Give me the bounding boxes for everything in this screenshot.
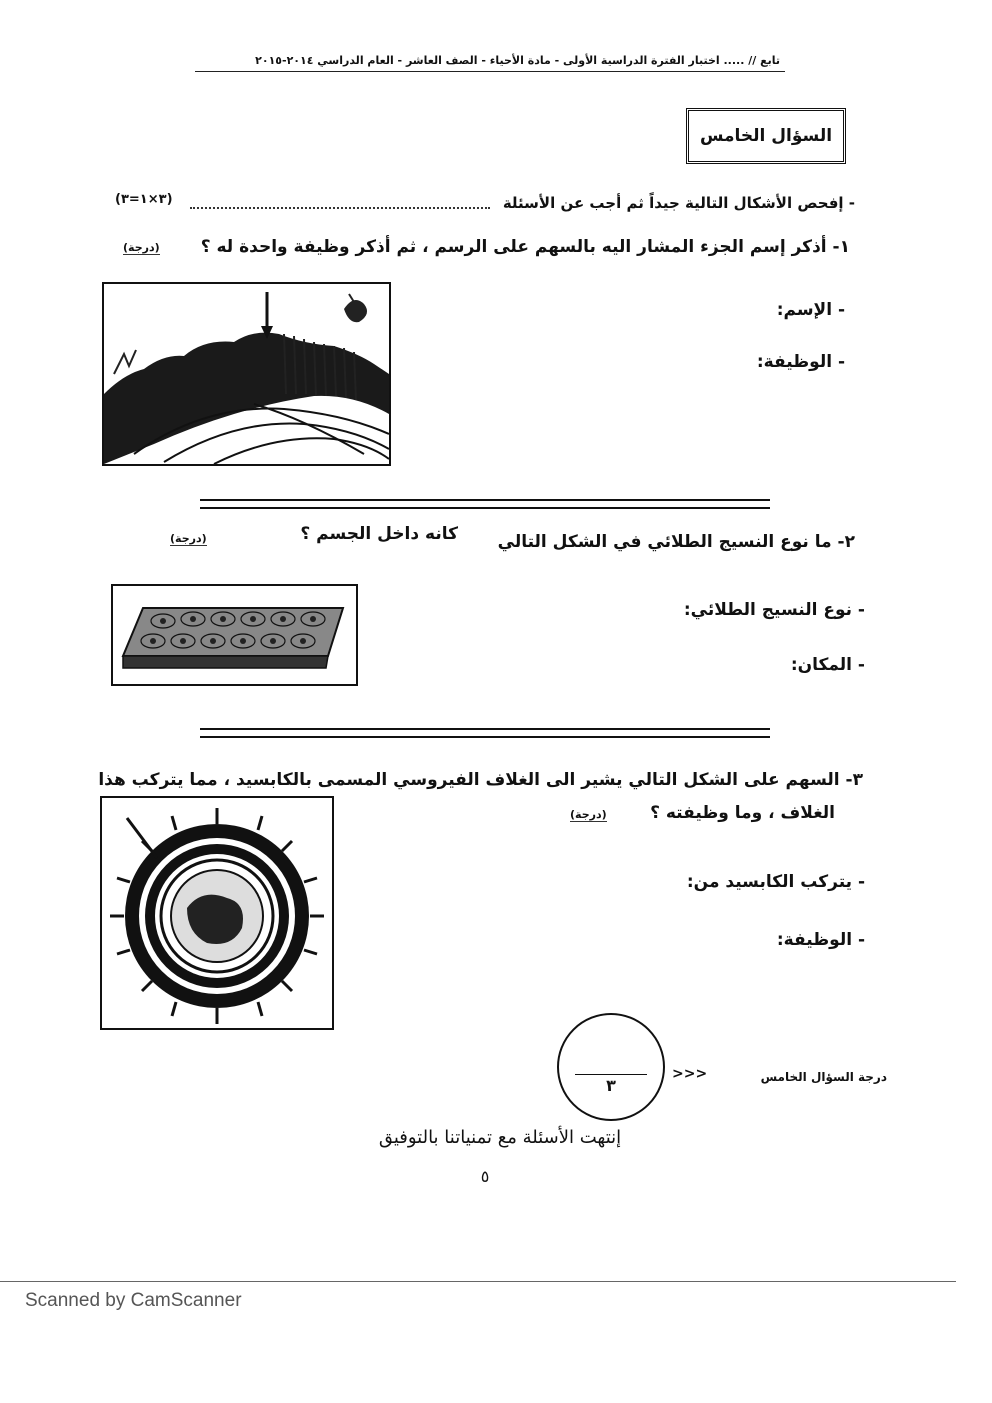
- question-3-text-line1: ٣- السهم على الشكل التالي يشير الى الغلاف الفيروسي المسمى بالكابسيد ، مما يتركب هذا: [98, 770, 863, 790]
- instruction-dots: [190, 207, 490, 209]
- question-3-degree: (درجة): [570, 808, 607, 821]
- page-number: ٥: [480, 1167, 490, 1186]
- figure-plant-cell-tissue: [102, 282, 391, 466]
- figure-epithelial-tissue: [111, 584, 358, 686]
- question-2-field-place: - المكان:: [790, 655, 865, 675]
- score-circle-line: [575, 1074, 647, 1075]
- closing-text: إنتهت الأسئلة مع تمنياتنا بالتوفيق: [378, 1127, 622, 1148]
- virus-drawing: [102, 798, 332, 1028]
- section-marks: (٣×١=٣): [115, 192, 173, 207]
- exam-header: تابع // ..... اختبار الفترة الدراسية الأولى - مادة الأحياء - الصف العاشر - العام الدراسي ٢٠١٤-٢٠١٥: [255, 54, 780, 67]
- separator-1: [200, 499, 770, 509]
- score-arrows: >>>: [672, 1066, 708, 1082]
- score-circle: [557, 1013, 665, 1121]
- question-3-text-line2: الغلاف ، وما وظيفته ؟: [650, 803, 835, 823]
- score-value: ٣: [606, 1076, 616, 1095]
- scanner-watermark: Scanned by CamScanner: [25, 1290, 242, 1311]
- question-2-text-tail: كانه داخل الجسم ؟: [300, 524, 458, 544]
- score-label: درجة السؤال الخامس: [760, 1070, 887, 1084]
- question-1-text: ١- أذكر إسم الجزء المشار اليه بالسهم على الرسم ، ثم أذكر وظيفة واحدة له ؟: [200, 237, 850, 257]
- question-3-field-function: - الوظيفة:: [776, 930, 865, 950]
- figure-virus-capsid: [100, 796, 334, 1030]
- question-3-field-composition: - يتركب الكابسيد من:: [686, 872, 865, 892]
- question-1-degree: (درجة): [123, 241, 160, 254]
- plant-tissue-drawing: [104, 284, 389, 464]
- question-2-text: ٢- ما نوع النسيج الطلائي في الشكل التالي: [497, 532, 855, 552]
- section-instruction: - إفحص الأشكال التالية جيداً ثم أجب عن الأسئلة: [502, 194, 855, 212]
- question-1-field-name: - الإسم:: [776, 300, 845, 320]
- section-title-text: السؤال الخامس: [699, 126, 833, 146]
- epithelial-tissue-drawing: [113, 586, 356, 684]
- question-2-degree: (درجة): [170, 532, 207, 545]
- bottom-rule: [0, 1281, 956, 1282]
- question-1-field-function: - الوظيفة:: [756, 352, 845, 372]
- separator-2: [200, 728, 770, 738]
- section-title: [686, 108, 846, 164]
- question-2-field-type: - نوع النسيج الطلائي:: [683, 600, 865, 620]
- header-rule: [195, 71, 785, 72]
